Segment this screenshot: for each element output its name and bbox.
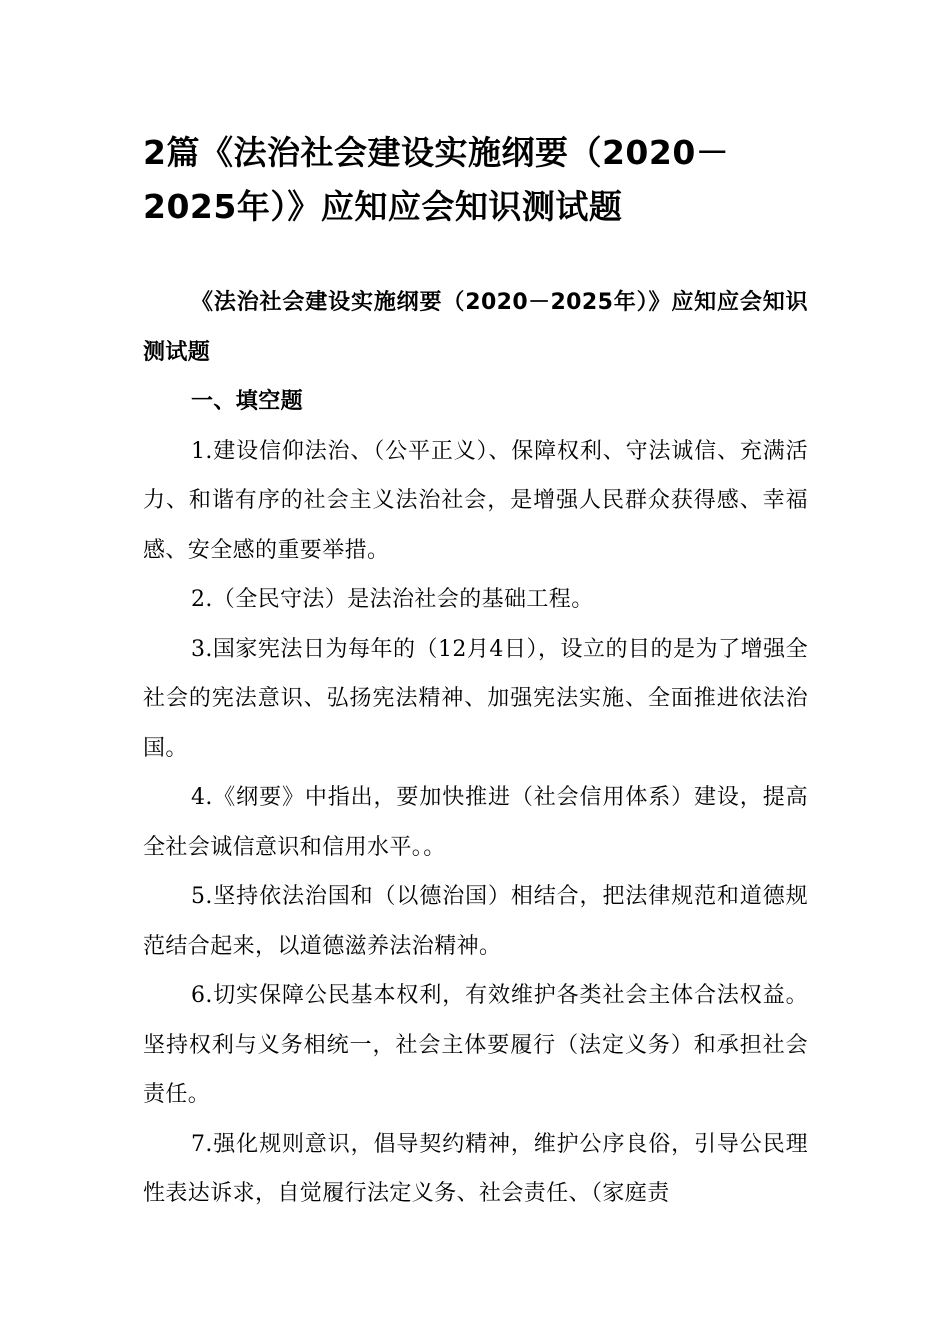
question-3: 3.国家宪法日为每年的（12月4日），设立的目的是为了增强全社会的宪法意识、弘扬宪法精神、加强宪法实施、全面推进依法治国。 [143, 636, 808, 761]
question-6: 6.切实保障公民基本权利，有效维护各类社会主体合法权益。坚持权利与义务相统一，社会主体要履行（法定义务）和承担社会责任。 [143, 983, 808, 1107]
document-subtitle: 《法治社会建设实施纲要（2020－2025年）》应知应会知识测试题 [143, 290, 808, 365]
question-5: 5.坚持依法治国和（以德治国）相结合，把法律规范和道德规范结合起来，以道德滋养法治精神。 [143, 884, 808, 959]
question-4: 4.《纲要》中指出，要加快推进（社会信用体系）建设，提高全社会诚信意识和信用水平。。 [143, 785, 808, 860]
document-body [143, 278, 808, 1219]
section-heading: 一、填空题 [191, 389, 304, 414]
question-7: 7.强化规则意识，倡导契约精神，维护公序良俗，引导公民理性表达诉求，自觉履行法定义务、社会责任、（家庭责 [143, 1131, 808, 1206]
question-1: 1.建设信仰法治、（公平正义）、保障权利、守法诚信、充满活力、和谐有序的社会主义法治社会，是增强人民群众获得感、幸福感、安全感的重要举措。 [143, 438, 808, 563]
document-title: 2篇《法治社会建设实施纲要（2020－2025年）》应知应会知识测试题 [143, 133, 730, 226]
question-2: 2.（全民守法）是法治社会的基础工程。 [191, 587, 594, 612]
